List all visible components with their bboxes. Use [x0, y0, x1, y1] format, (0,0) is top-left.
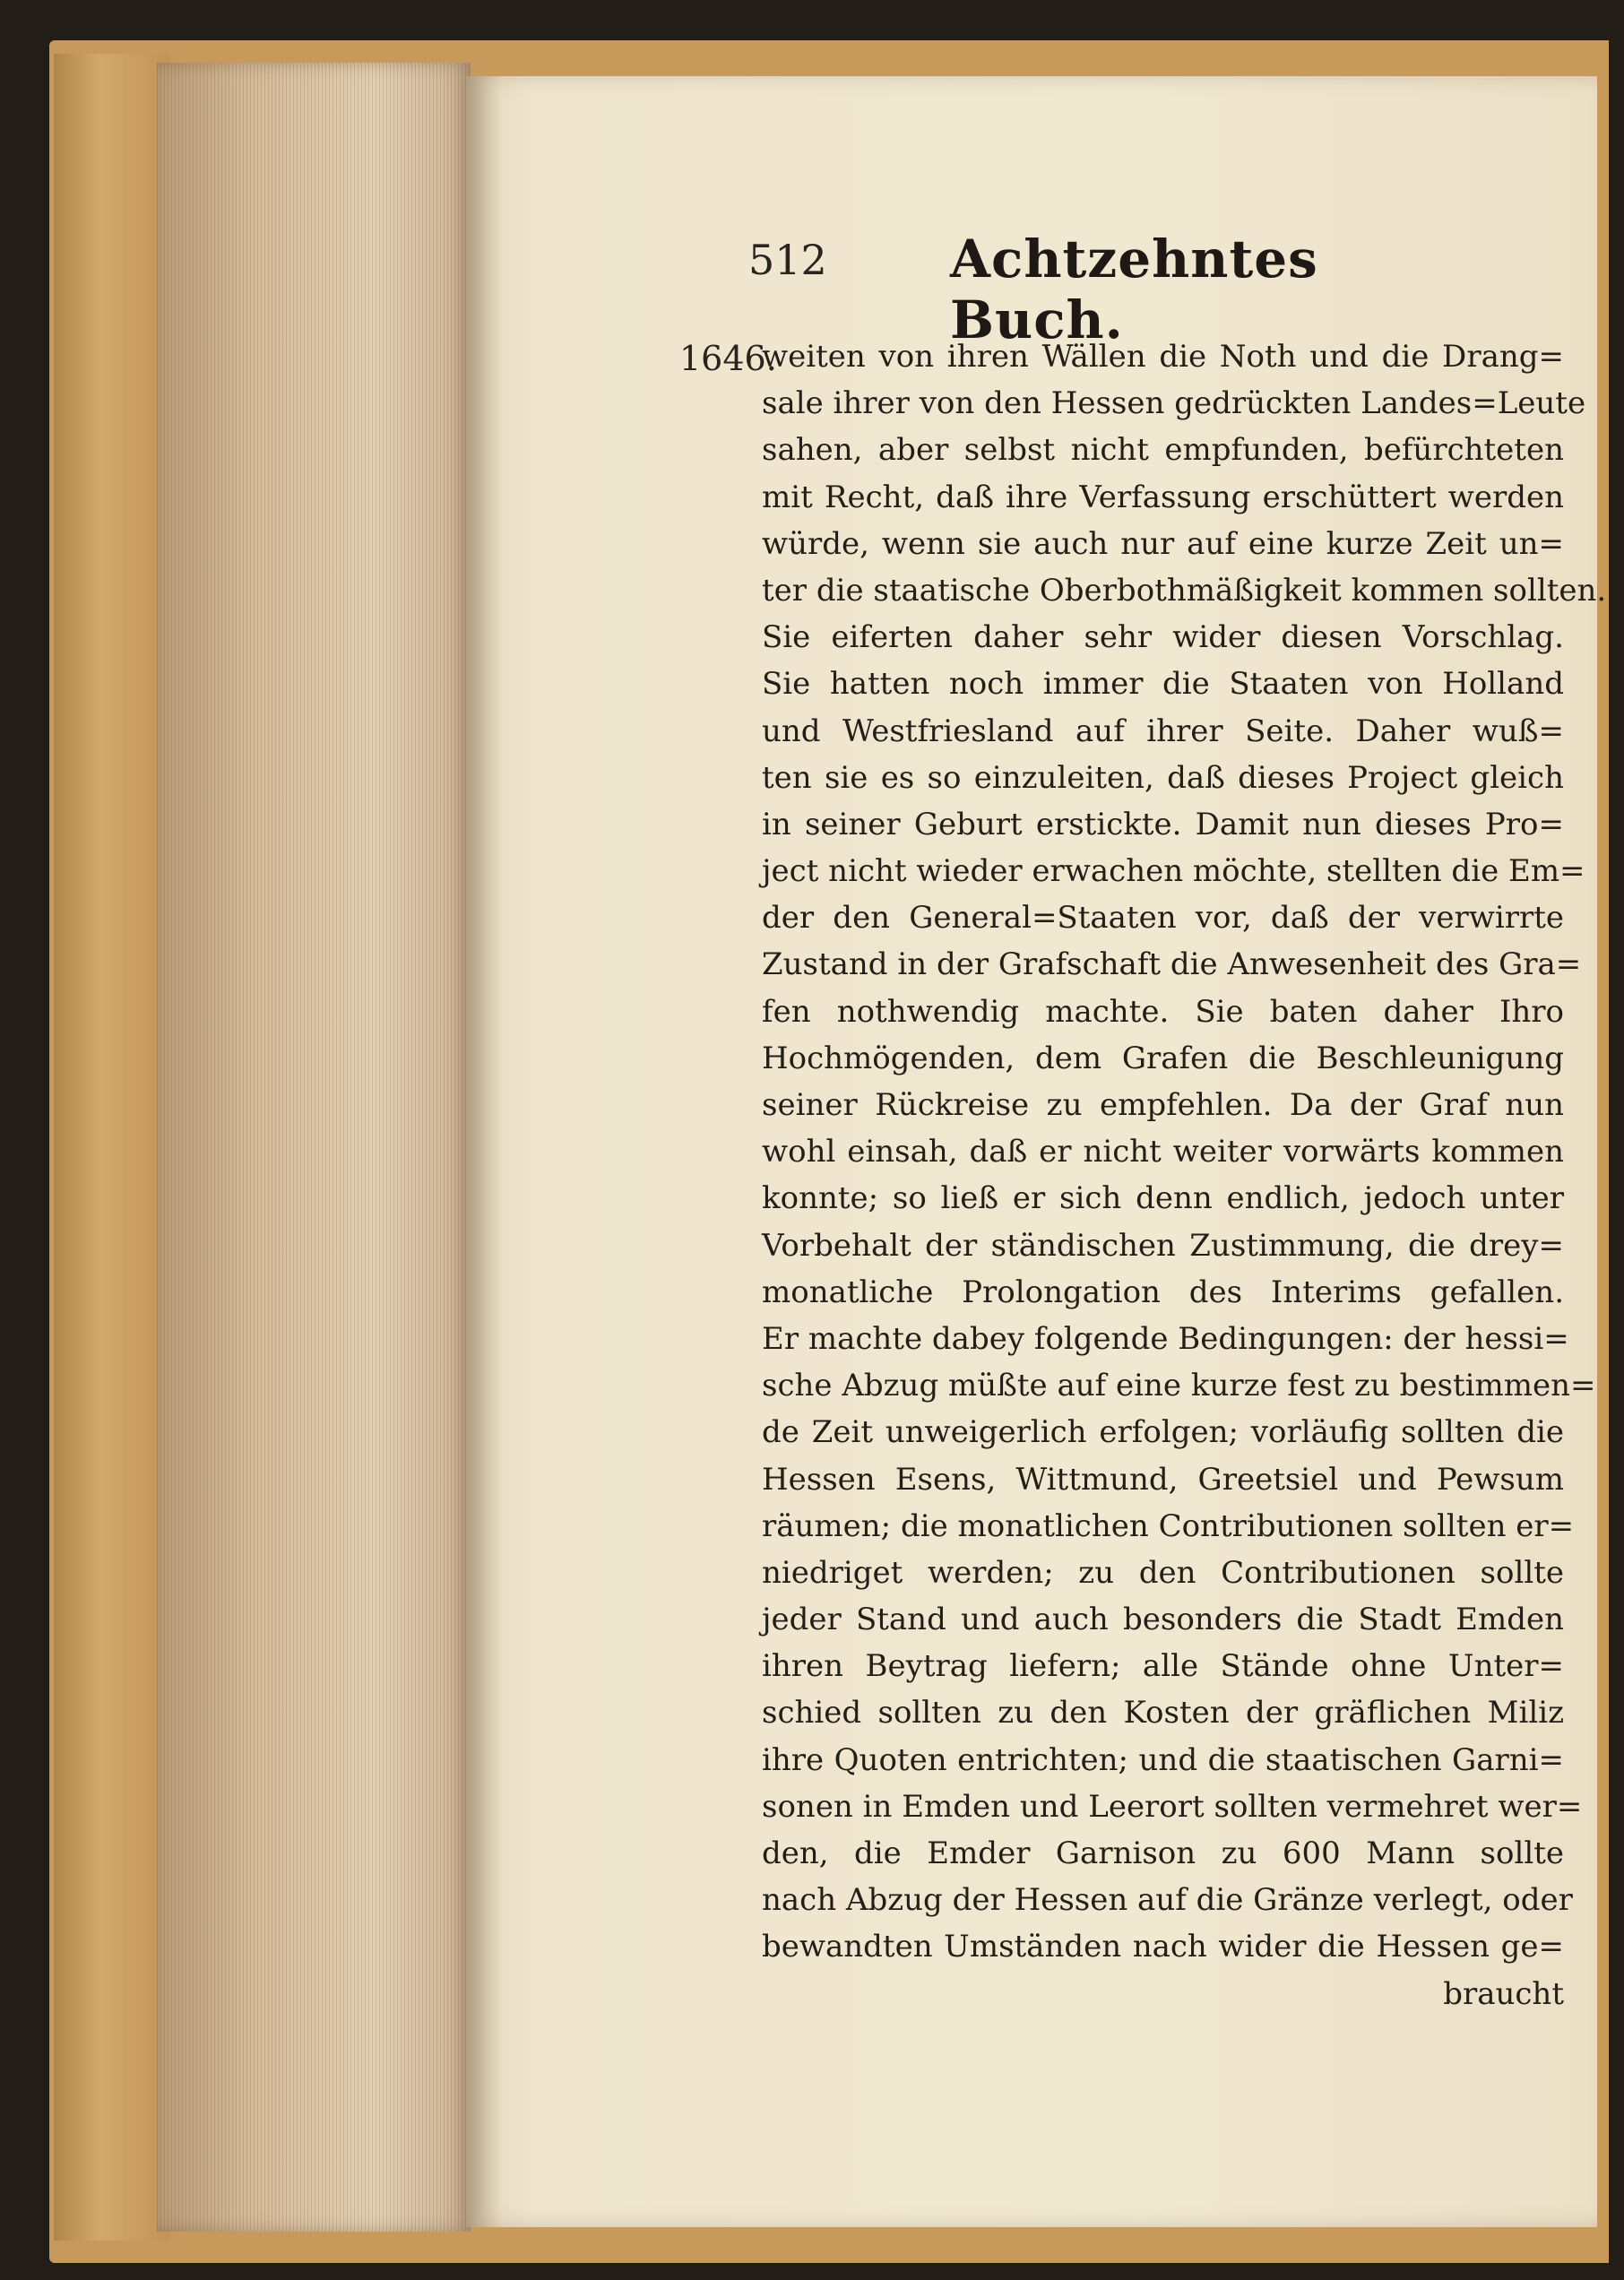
text-line: nach Abzug der Hessen auf die Gränze verlegt, oder: [762, 1882, 1573, 1919]
gutter-shadow: [466, 76, 502, 2227]
text-line: niedriget werden; zu den Contributionen sollte: [762, 1554, 1564, 1591]
text-line: Vorbehalt der ständischen Zustimmung, die drey=: [762, 1227, 1564, 1264]
text-line: monatliche Prolongation des Interims gefallen.: [762, 1274, 1564, 1310]
text-line: ihre Quoten entrichten; und die staatischen Garni=: [762, 1741, 1564, 1778]
text-line: sahen, aber selbst nicht empfunden, befürchteten: [762, 432, 1564, 469]
catchword: braucht: [1443, 1975, 1564, 2012]
text-line: schied sollten zu den Kosten der gräflichen Miliz: [762, 1695, 1564, 1732]
text-line: sale ihrer von den Hessen gedrückten Landes=Leute: [762, 385, 1586, 422]
page-edges-stack: [157, 63, 471, 2232]
text-line: Er machte dabey folgende Bedingungen: der hessi=: [762, 1320, 1569, 1357]
text-line: ject nicht wieder erwachen möchte, stellten die Em=: [762, 853, 1585, 890]
text-line: sche Abzug müßte auf eine kurze fest zu bestimmen=: [762, 1368, 1596, 1404]
text-line: Sie hatten noch immer die Staaten von Holland: [762, 666, 1564, 703]
text-line: der den General=Staaten vor, daß der verwirrte: [762, 900, 1564, 937]
text-line: sonen in Emden und Leerort sollten vermehret wer=: [762, 1788, 1583, 1825]
text-line: Hessen Esens, Wittmund, Greetsiel und Pewsum: [762, 1461, 1564, 1498]
text-line: bewandten Umständen nach wider die Hessen ge=: [762, 1929, 1564, 1965]
book-cover-edge: [54, 54, 170, 2241]
body-text: [762, 333, 1607, 2012]
text-line: weiten von ihren Wällen die Noth und die Drang=: [762, 339, 1564, 375]
text-line: fen nothwendig machte. Sie baten daher Ihro: [762, 993, 1564, 1030]
text-line: in seiner Geburt erstickte. Damit nun dieses Pro=: [762, 806, 1564, 842]
text-line: de Zeit unweigerlich erfolgen; vorläufig sollten die: [762, 1414, 1564, 1451]
text-line: Sie eiferten daher sehr wider diesen Vorschlag.: [762, 619, 1564, 656]
text-line: ter die staatische Oberbothmäßigkeit kommen sollten.: [762, 572, 1607, 609]
text-line: Hochmögenden, dem Grafen die Beschleunigung: [762, 1040, 1564, 1076]
text-line: jeder Stand und auch besonders die Stadt Emden: [762, 1602, 1564, 1638]
page-header: [748, 229, 1376, 350]
text-line: ihren Beytrag liefern; alle Stände ohne Unter=: [762, 1648, 1564, 1685]
text-line: wohl einsah, daß er nicht weiter vorwärts kommen: [762, 1134, 1564, 1170]
text-line: mit Recht, daß ihre Verfassung erschüttert werden: [762, 479, 1564, 515]
text-line: und Westfriesland auf ihrer Seite. Daher wuß=: [762, 712, 1564, 749]
text-line: räumen; die monatlichen Contributionen sollten er=: [762, 1507, 1575, 1544]
running-head: Achtzehntes Buch.: [950, 229, 1318, 350]
text-line: Zustand in der Grafschaft die Anwesenheit des Gra=: [762, 946, 1582, 983]
page-number: 512: [748, 236, 827, 284]
margin-year: 1646.: [679, 339, 777, 378]
text-line: ten sie es so einzuleiten, daß dieses Project gleich: [762, 759, 1564, 796]
text-line: den, die Emder Garnison zu 600 Mann sollte: [762, 1835, 1564, 1871]
text-line: konnte; so ließ er sich denn endlich, jedoch unter: [762, 1180, 1564, 1217]
text-line: würde, wenn sie auch nur auf eine kurze Zeit un=: [762, 525, 1564, 562]
text-line: seiner Rückreise zu empfehlen. Da der Graf nun: [762, 1087, 1564, 1123]
